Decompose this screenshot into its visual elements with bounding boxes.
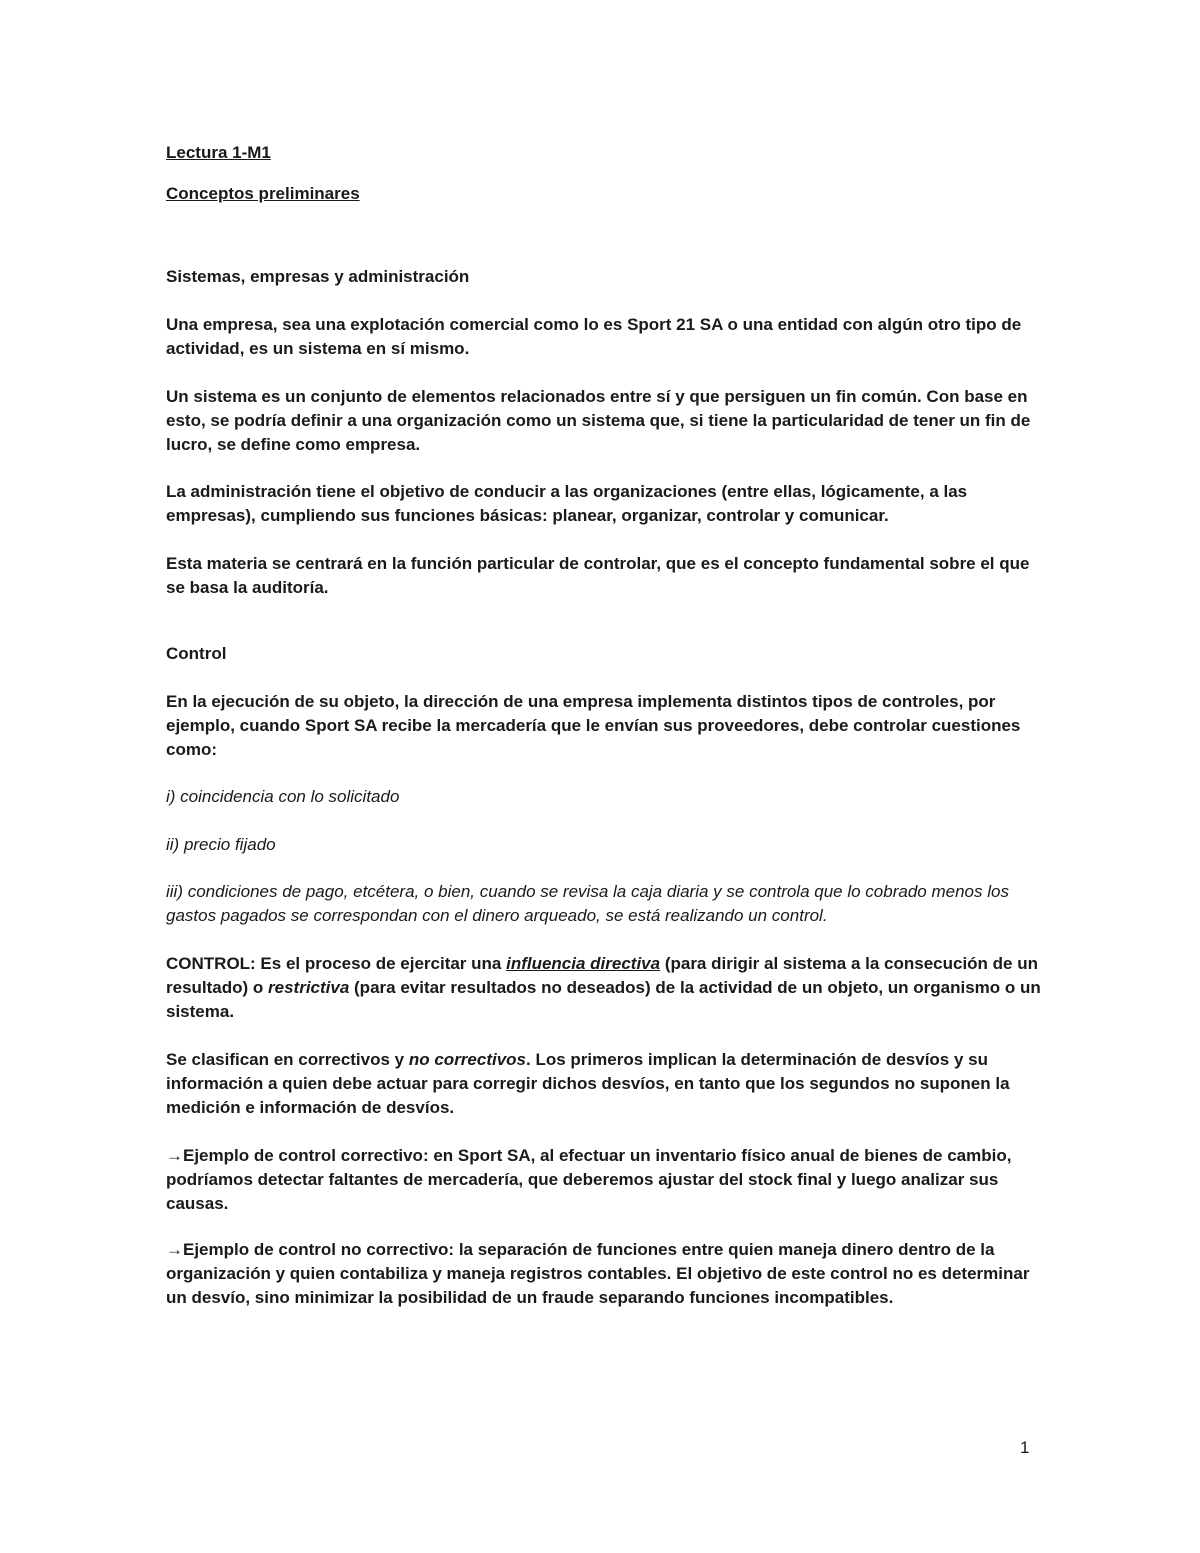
document-subtitle: Conceptos preliminares	[166, 184, 360, 203]
definition-term-restrictiva: restrictiva	[268, 978, 350, 997]
paragraph-sistema: Un sistema es un conjunto de elementos relacionados entre sí y que persiguen un fin común. Con base en esto, se podría definir a una organización como un sistema que, si tiene la particularidad de tener un fin de lucro, se define como empresa.	[166, 387, 1031, 454]
section-heading-control: Control	[166, 644, 227, 663]
paragraph-control-definition	[166, 952, 1046, 1024]
paragraph-materia: Esta materia se centrará en la función particular de controlar, que es el concepto fundamental sobre el que se basa la auditoría.	[166, 554, 1030, 597]
classification-term-no-correctivos: no correctivos	[408, 1050, 527, 1069]
page-number: 1	[1020, 1438, 1030, 1457]
example-control-no-correctivo: →Ejemplo de control no correctivo: la separación de funciones entre quien maneja dinero dentro de la organización y quien contabiliza y maneja registros contables. El objetivo de este control no es determinar un desvío, sino minimizar la posibilidad de un fraude separando funciones incompatibles.	[166, 1240, 1030, 1307]
definition-text-c: (para dirigir al sistema a la consecución de un resultado) o	[166, 954, 1038, 997]
classification-text-c: . Los primeros implican la determinación de desvíos y su información a quien debe actuar para corregir dichos desvíos, en tanto que los segundos no suponen la medición e información de desvíos.	[166, 1050, 1010, 1117]
paragraph-ejecucion: En la ejecución de su objeto, la dirección de una empresa implementa distintos tipos de controles, por ejemplo, cuando Sport SA recibe la mercadería que le envían sus proveedores, debe controlar cuestiones como:	[166, 692, 1021, 759]
paragraph-empresa: Una empresa, sea una explotación comercial como lo es Sport 21 SA o una entidad con algún otro tipo de actividad, es un sistema en sí mismo.	[166, 315, 1022, 358]
example-control-correctivo: →Ejemplo de control correctivo: en Sport SA, al efectuar un inventario físico anual de bienes de cambio, podríamos detectar faltantes de mercadería, que deberemos ajustar del stock final y luego analizar sus causas.	[166, 1146, 1012, 1213]
list-item-coincidencia: i) coincidencia con lo solicitado	[166, 787, 400, 806]
list-item-condiciones: iii) condiciones de pago, etcétera, o bien, cuando se revisa la caja diaria y se controla que lo cobrado menos los gastos pagados se correspondan con el dinero arqueado, se está realizando un control.	[166, 882, 1009, 925]
section-heading-sistemas: Sistemas, empresas y administración	[166, 267, 470, 286]
document-title: Lectura 1-M1	[166, 143, 271, 162]
definition-text-a: CONTROL: Es el proceso de ejercitar una	[166, 954, 507, 973]
definition-text-e: (para evitar resultados no deseados) de la actividad de un objeto, un organismo o un sistema.	[166, 978, 1041, 1021]
definition-term-directiva: influencia directiva	[506, 954, 661, 973]
paragraph-administracion: La administración tiene el objetivo de conducir a las organizaciones (entre ellas, lógicamente, a las empresas), cumpliendo sus funciones básicas: planear, organizar, controlar y comunicar.	[166, 482, 968, 525]
classification-text-a: Se clasifican en correctivos y	[166, 1050, 409, 1069]
paragraph-clasificacion	[166, 1048, 1046, 1120]
list-item-precio: ii) precio fijado	[166, 835, 276, 854]
